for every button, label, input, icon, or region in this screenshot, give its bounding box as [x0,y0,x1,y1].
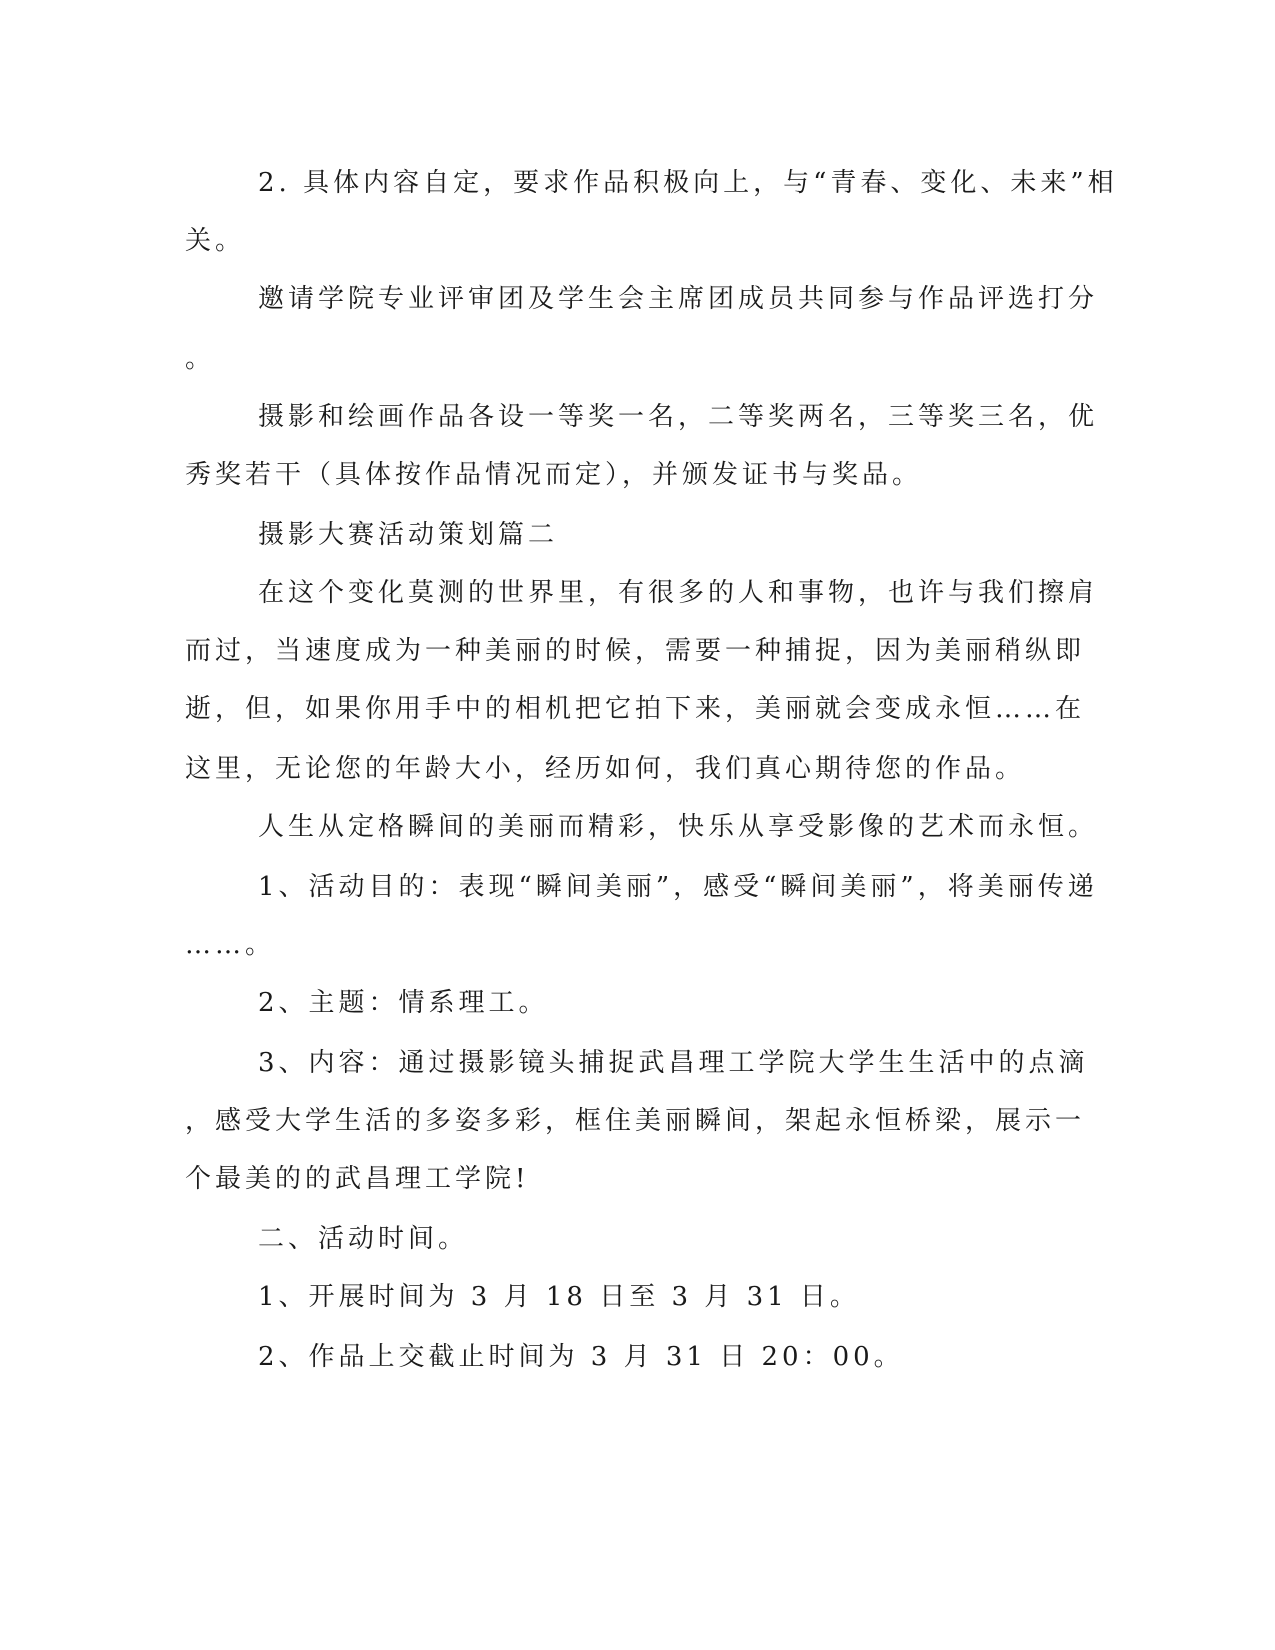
text-line: 2、作品上交截止时间为 3 月 31 日 20：00。 [258,1342,904,1372]
text-line: 个最美的的武昌理工学院! [185,1164,530,1194]
text-line: 2. 具体内容自定，要求作品积极向上，与“青春、变化、未来”相 [258,168,1118,198]
text-line: 而过，当速度成为一种美丽的时候，需要一种捕捉，因为美丽稍纵即 [185,636,1086,666]
section-heading: 摄影大赛活动策划篇二 [258,520,559,550]
text-line: 逝，但，如果你用手中的相机把它拍下来，美丽就会变成永恒……在 [185,694,1086,724]
text-line: 这里，无论您的年龄大小，经历如何，我们真心期待您的作品。 [185,754,1026,784]
text-line: ，感受大学生活的多姿多彩，框住美丽瞬间，架起永恒桥梁，展示一 [185,1106,1086,1136]
text-line: 人生从定格瞬间的美丽而精彩，快乐从享受影像的艺术而永恒。 [258,812,1099,842]
text-line: 关。 [185,226,246,256]
section-heading: 二、活动时间。 [258,1224,469,1254]
text-line: 在这个变化莫测的世界里，有很多的人和事物，也许与我们擦肩 [258,578,1099,608]
text-line: 邀请学院专业评审团及学生会主席团成员共同参与作品评选打分 [258,284,1099,314]
text-line: 1、开展时间为 3 月 18 日至 3 月 31 日。 [258,1282,860,1312]
text-line: 2、主题：情系理工。 [258,988,549,1018]
text-line: 秀奖若干（具体按作品情况而定），并颁发证书与奖品。 [185,460,923,490]
text-line: 1、活动目的：表现“瞬间美丽”，感受“瞬间美丽”，将美丽传递 [258,872,1098,902]
text-line: 摄影和绘画作品各设一等奖一名，二等奖两名，三等奖三名，优 [258,402,1099,432]
text-line: ……。 [185,930,276,960]
text-line: 3、内容：通过摄影镜头捕捉武昌理工学院大学生生活中的点滴 [258,1048,1089,1078]
text-line: 。 [185,344,216,374]
